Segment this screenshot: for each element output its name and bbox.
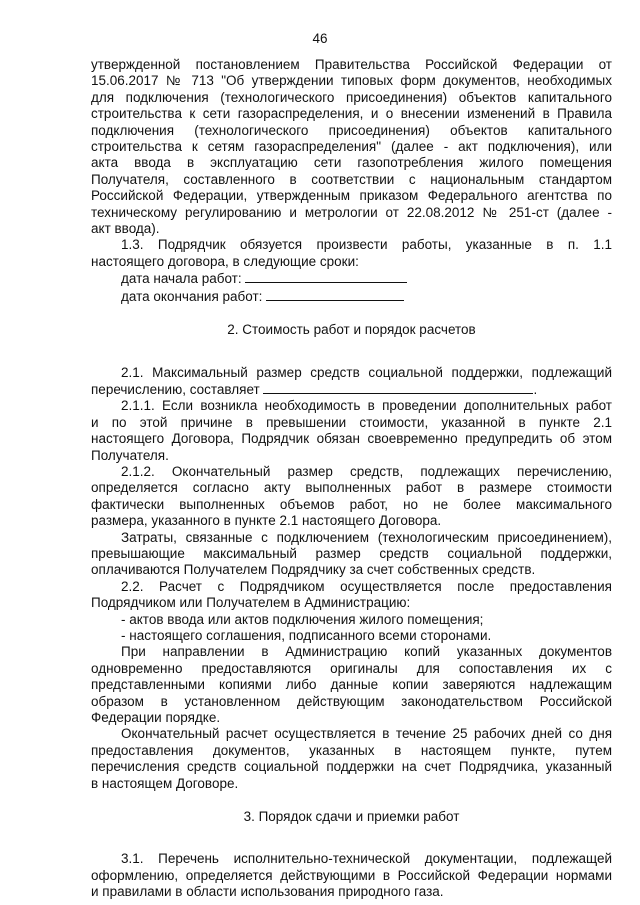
text-line: При направлении в Администрацию копий указанных документов (121, 644, 612, 660)
text-line: 1.3. Подрядчик обязуется произвести работы, указанные в п. 1.1 (121, 237, 612, 253)
start-date-row (91, 270, 612, 287)
text-line: размера, указанного в пункте 2.1 настоящего Договора. (91, 513, 442, 529)
text-line: утвержденной постановлением Правительства Российской Федерации от (91, 57, 612, 72)
text-line: Российской Федерации, утвержденным приказом Федерального агентства по (91, 188, 612, 204)
text-line: Окончательный расчет осуществляется в течение 25 рабочих дней со дня (121, 726, 612, 742)
page-number: 46 (312, 31, 328, 46)
text-line: настоящего Договора, Подрядчик обязан своевременно предупредить об этом (91, 431, 612, 447)
text-line: 15.06.2017 № 713 "Об утверждении типовых форм документов, необходимых (91, 73, 612, 89)
text-line: строительства к сети газораспределения, и о внесении изменений в Правила (91, 106, 612, 122)
section-heading: 2. Стоимость работ и порядок расчетов (227, 322, 476, 338)
end-date-blank (266, 288, 404, 301)
text-line: и по этой причине в превышении стоимости, указанной в пункте 2.1 (91, 414, 612, 430)
text-line: 2.1.2. Окончательный размер средств, подлежащих перечислению, (121, 463, 612, 479)
text-line: - актов ввода или актов подключения жилого помещения; (121, 611, 484, 627)
text-line: Федерации порядке. (91, 710, 221, 726)
text-line: фактически выполненных объемов работ, но не более максимального (91, 496, 612, 512)
text-line: подключения (технологического присоединения) объектов капитального (91, 122, 612, 138)
text-line: для подключения (технологического присоединения) объектов капитального (91, 89, 612, 105)
text-line: превышающие максимальный размер средств социальной поддержки, (91, 545, 612, 561)
text-line: 2.1.1. Если возникла необходимость в проведении дополнительных работ (121, 398, 612, 414)
text-line: 3.1. Перечень исполнительно-технической документации, подлежащей (121, 851, 612, 867)
text-line: представленными копиями либо данные копии заверяются надлежащим (91, 677, 612, 693)
text-line: предоставления документов, указанных в настоящем пункте, путем (91, 742, 612, 758)
document-body (91, 57, 612, 901)
start-date-label: дата начала работ: (121, 271, 242, 287)
text-line: акта ввода в эксплуатацию сети газопотребления жилого помещения (91, 155, 612, 171)
text-line (91, 381, 612, 398)
text-line: образом в установленном действующим законодательством Российской (91, 693, 612, 709)
amount-blank (263, 381, 533, 394)
text-line: в настоящем Договоре. (91, 775, 239, 791)
end-date-row (91, 288, 612, 305)
text-line: Подрядчиком или Получателем в Администрацию: (91, 595, 411, 611)
start-date-blank (245, 270, 407, 283)
text-line: - настоящего соглашения, подписанного всеми сторонами. (121, 628, 492, 643)
text-fragment: . (533, 381, 538, 397)
section-heading: 3. Порядок сдачи и приемки работ (243, 809, 460, 825)
text-line: 2.1. Максимальный размер средств социальной поддержки, подлежащий (121, 364, 612, 380)
text-line: оплачиваются Получателем Подрядчику за счет собственных средств. (91, 562, 536, 578)
text-line: 2.2. Расчет с Подрядчиком осуществляется после предоставления (121, 578, 612, 594)
text-line: перечисления средств социальной поддержки на счет Подрядчика, указанный (91, 759, 612, 775)
text-line: настоящего договора, в следующие сроки: (91, 253, 359, 269)
text-line: и правилами в области использования природного газа. (91, 884, 444, 900)
text-line: акт ввода). (91, 221, 160, 237)
end-date-label: дата окончания работ: (121, 288, 263, 304)
text-line: Получателя. (91, 447, 169, 463)
text-line: Получателя, составленного в соответствии с национальным стандартом (91, 171, 612, 187)
text-line: определяется согласно акту выполненных работ в размере стоимости (91, 480, 612, 496)
text-line: Затраты, связанные с подключением (технологическим присоединением), (121, 529, 612, 545)
text-line: техническому регулированию и метрологии от 22.08.2012 № 251-ст (далее - (91, 204, 612, 220)
text-fragment: перечислению, составляет (91, 381, 260, 397)
text-line: одновременно предоставляются оригиналы для сопоставления их с (91, 660, 612, 676)
text-line: оформлению, определяется действующими в Российской Федерации нормами (91, 867, 612, 883)
text-line: строительства к сетям газораспределения" (далее - акт подключения), или (91, 139, 612, 155)
